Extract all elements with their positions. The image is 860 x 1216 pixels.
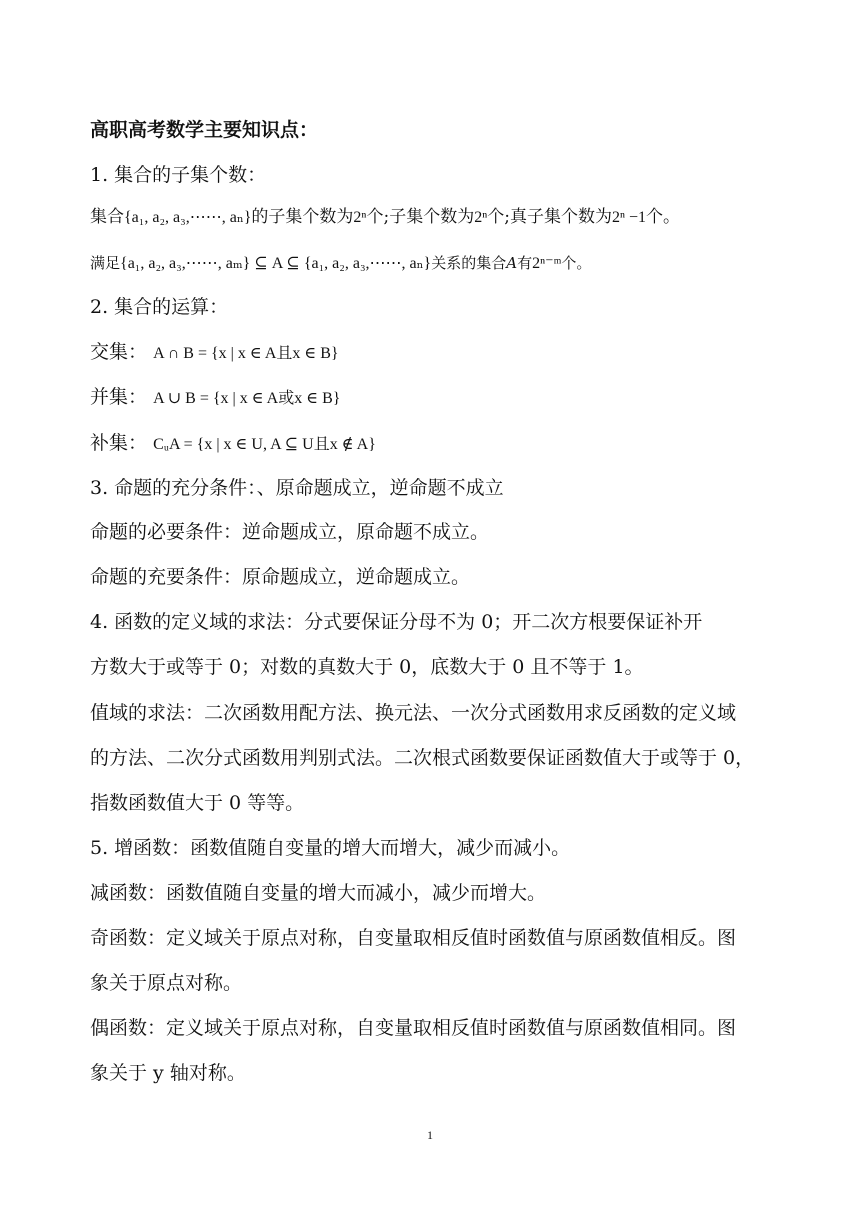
label: 补集： [90,432,148,454]
even-function-line-2: 象关于 y 轴对称。 [90,1062,246,1084]
set-variable: A [506,254,518,272]
text: 个;真子集个数为 [487,207,612,227]
power-expression: 2ⁿ⁻ᵐ [532,255,562,272]
text: 有 [517,254,533,272]
odd-function-line-2: 象关于原点对称。 [90,972,243,994]
union-expression: A ∪ B = {x | x ∈ A或x ∈ B} [153,390,341,407]
set-inclusion-line [90,251,591,276]
necessary-condition: 命题的必要条件：逆命题成立，原命题不成立。 [90,521,490,543]
section-2-heading: 2. 集合的运算： [90,296,229,318]
set-expression: {a₁, a₂, a₃,⋯⋯, aₙ} [124,209,252,226]
text: 满足 [90,254,121,272]
subset-count-line [90,205,680,230]
section-1-heading: 1. 集合的子集个数： [90,164,267,186]
document-title: 高职高考数学主要知识点： [90,119,319,141]
odd-function-line-1: 奇函数：定义域关于原点对称，自变量取相反值时函数值与原函数值相反。图 [90,927,737,949]
decreasing-function: 减函数：函数值随自变量的增大而减小，减少而增大。 [90,882,547,904]
domain-method-line-2: 方数大于或等于 0；对数的真数大于 0，底数大于 0 且不等于 1。 [90,656,644,678]
complement-expression: CᵤA = {x | x ∈ U, A ⊆ U且x ∉ A} [153,436,376,453]
text: 集合 [90,207,124,227]
text: 关系的集合 [431,254,507,272]
even-function-line-1: 偶函数：定义域关于原点对称，自变量取相反值时函数值与原函数值相同。图 [90,1017,737,1039]
range-method-line-2: 的方法、二次分式函数用判别式法。二次根式函数要保证函数值大于或等于 0， [90,747,755,769]
label: 并集： [90,386,148,408]
range-method-line-1: 值域的求法：二次函数用配方法、换元法、一次分式函数用求反函数的定义域 [90,702,737,724]
text: 个。 [561,254,592,272]
power-expression: 2ⁿ [353,209,367,226]
union-line [90,385,340,411]
increasing-function: 5. 增函数：函数值随自变量的增大而增大，减少而减小。 [90,837,571,859]
power-minus-one-expression: 2ⁿ −1 [611,209,647,226]
text: 个;子集个数为 [366,207,475,227]
sufficient-condition: 3. 命题的充分条件：、原命题成立，逆命题不成立 [90,477,504,499]
complement-line [90,431,376,457]
intersection-line [90,340,339,366]
label: 交集： [90,341,148,363]
inclusion-expression: {a₁, a₂, a₃,⋯⋯, aₘ} ⊆ A ⊆ {a₁, a₂, a₃,⋯⋯, aₙ} [120,255,432,272]
text: 的子集个数为 [251,207,354,227]
page-number: 1 [427,1128,433,1142]
domain-method-line-1: 4. 函数的定义域的求法：分式要保证分母不为 0；开二次方根要保证补开 [90,611,703,633]
power-expression: 2ⁿ [474,209,488,226]
range-method-line-3: 指数函数值大于 0 等等。 [90,792,305,814]
necessary-sufficient-condition: 命题的充要条件：原命题成立，逆命题成立。 [90,566,471,588]
text: 个。 [646,207,681,227]
intersection-expression: A ∩ B = {x | x ∈ A且x ∈ B} [153,345,339,362]
